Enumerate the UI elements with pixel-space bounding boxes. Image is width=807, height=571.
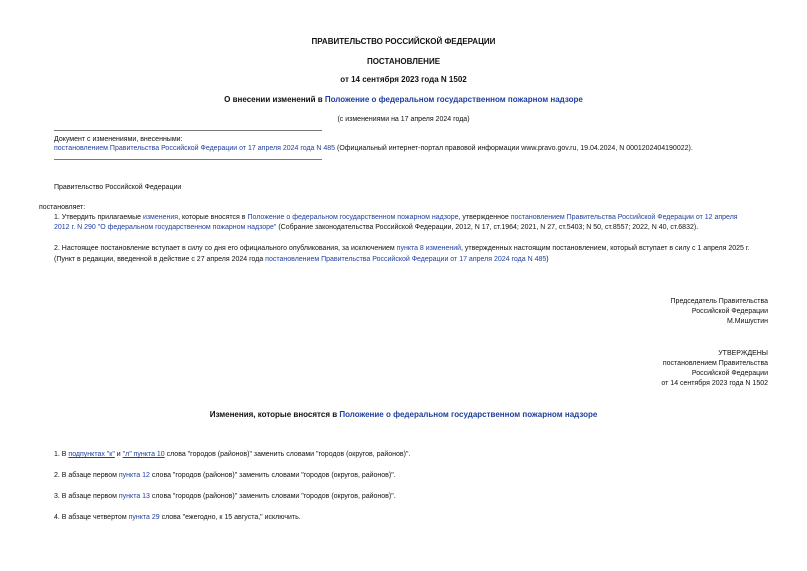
p1-regulation-link[interactable]: Положение о федеральном государственном пожарном надзоре bbox=[247, 214, 459, 221]
divider-top bbox=[54, 130, 322, 131]
item3-text-b: слова "городов (районов)" заменить словами "городов (округов, районов)". bbox=[149, 493, 396, 500]
amending-resolution-link[interactable]: постановлением Правительства Российской Федерации от 17 апреля 2024 года N 485 bbox=[54, 145, 336, 152]
divider-bottom bbox=[54, 159, 322, 160]
p2-text-a: 2. Настоящее постановление вступает в силу со дня его официального опубликования, за исключением bbox=[54, 245, 397, 252]
approved-line-2: постановлением Правительства bbox=[662, 360, 768, 367]
p1-text-a: 1. Утвердить прилагаемые bbox=[54, 214, 143, 221]
item4-text-b: слова "ежегодно, к 15 августа," исключить. bbox=[159, 514, 301, 521]
signature-title-1: Председатель Правительства bbox=[670, 298, 768, 305]
item2-text-b: слова "городов (районов)" заменить словами "городов (округов, районов)". bbox=[149, 472, 396, 479]
change-item-2 bbox=[54, 471, 396, 480]
p2-text-b: , утвержденных настоящим постановлением, который вступает в силу с 1 апреля 2025 г. bbox=[461, 245, 750, 252]
paragraph-1-line-1 bbox=[54, 213, 738, 222]
change-item-3 bbox=[54, 492, 396, 501]
item1-text-a: 1. В bbox=[54, 451, 69, 458]
item1-subitems-link[interactable]: подпунктах "к" bbox=[68, 451, 115, 458]
changes-heading-link[interactable]: Положение о федеральном государственном пожарном надзоре bbox=[339, 410, 598, 419]
changes-line bbox=[54, 144, 693, 153]
item3-text-a: 3. В абзаце первом bbox=[54, 493, 119, 500]
item1-point-link[interactable]: "л" пункта 10 bbox=[122, 451, 165, 458]
p2-item-link[interactable]: пункта 8 изменений bbox=[396, 245, 462, 252]
p2-note-text-b: ) bbox=[546, 256, 549, 263]
title-prefix: О внесении изменений в bbox=[224, 95, 325, 104]
document-type: ПОСТАНОВЛЕНИЕ bbox=[366, 57, 441, 66]
resolves: постановляет: bbox=[39, 204, 86, 211]
approved-label: УТВЕРЖДЕНЫ bbox=[718, 350, 768, 357]
p1-text-c: , утвержденное bbox=[458, 214, 511, 221]
approved-line-3: Российской Федерации bbox=[691, 370, 768, 377]
change-item-4 bbox=[54, 513, 301, 522]
signature-title-2: Российской Федерации bbox=[691, 308, 768, 315]
changes-heading-prefix: Изменения, которые вносятся в bbox=[209, 410, 340, 419]
change-item-1 bbox=[54, 450, 410, 459]
p1-changes-link[interactable]: изменения bbox=[142, 214, 179, 221]
document-date-number: от 14 сентября 2023 года N 1502 bbox=[340, 75, 467, 84]
p1-resolution-link-b[interactable]: 2012 г. N 290 "О федеральном государственном пожарном надзоре" bbox=[54, 224, 277, 231]
item4-point-link[interactable]: пункта 29 bbox=[128, 514, 160, 521]
signature-name: М.Мишустин bbox=[726, 318, 768, 325]
document-title bbox=[0, 95, 807, 104]
item1-text-c: слова "городов (районов)" заменить словами "городов (округов, районов)". bbox=[164, 451, 411, 458]
p1-text-b: , которые вносятся в bbox=[178, 214, 248, 221]
p1-resolution-link-a[interactable]: постановлением Правительства Российской Федерации от 12 апреля bbox=[510, 214, 738, 221]
paragraph-2-note bbox=[54, 255, 549, 264]
approved-line-4: от 14 сентября 2023 года N 1502 bbox=[661, 380, 768, 387]
item2-text-a: 2. В абзаце первом bbox=[54, 472, 119, 479]
item4-text-a: 4. В абзаце четвертом bbox=[54, 514, 129, 521]
issuer: Правительство Российской Федерации bbox=[54, 184, 182, 191]
item3-point-link[interactable]: пункта 13 bbox=[118, 493, 150, 500]
paragraph-2 bbox=[54, 244, 750, 253]
title-link[interactable]: Положение о федеральном государственном пожарном надзоре bbox=[324, 95, 583, 104]
publication-source: (Официальный интернет-портал правовой информации www.pravo.gov.ru, 19.04.2024, N 0001202404190022). bbox=[335, 145, 693, 152]
changes-heading bbox=[0, 410, 807, 419]
changes-label: Документ с изменениями, внесенными: bbox=[54, 136, 183, 143]
item2-point-link[interactable]: пункта 12 bbox=[118, 472, 150, 479]
paragraph-1-line-2 bbox=[54, 223, 698, 232]
p1-text-d: (Собрание законодательства Российской Федерации, 2012, N 17, ст.1964; 2021, N 27, ст.5403; N 50, ст.8557; 2022, N 40, ст.6832). bbox=[276, 224, 699, 231]
item1-text-b: и bbox=[114, 451, 123, 458]
p2-note-link[interactable]: постановлением Правительства Российской Федерации от 17 апреля 2024 года N 485 bbox=[265, 256, 547, 263]
government-heading: ПРАВИТЕЛЬСТВО РОССИЙСКОЙ ФЕДЕРАЦИИ bbox=[311, 37, 496, 46]
revision-note: (с изменениями на 17 апреля 2024 года) bbox=[337, 116, 470, 123]
p2-note-text-a: (Пункт в редакции, введенной в действие с 27 апреля 2024 года bbox=[54, 256, 266, 263]
